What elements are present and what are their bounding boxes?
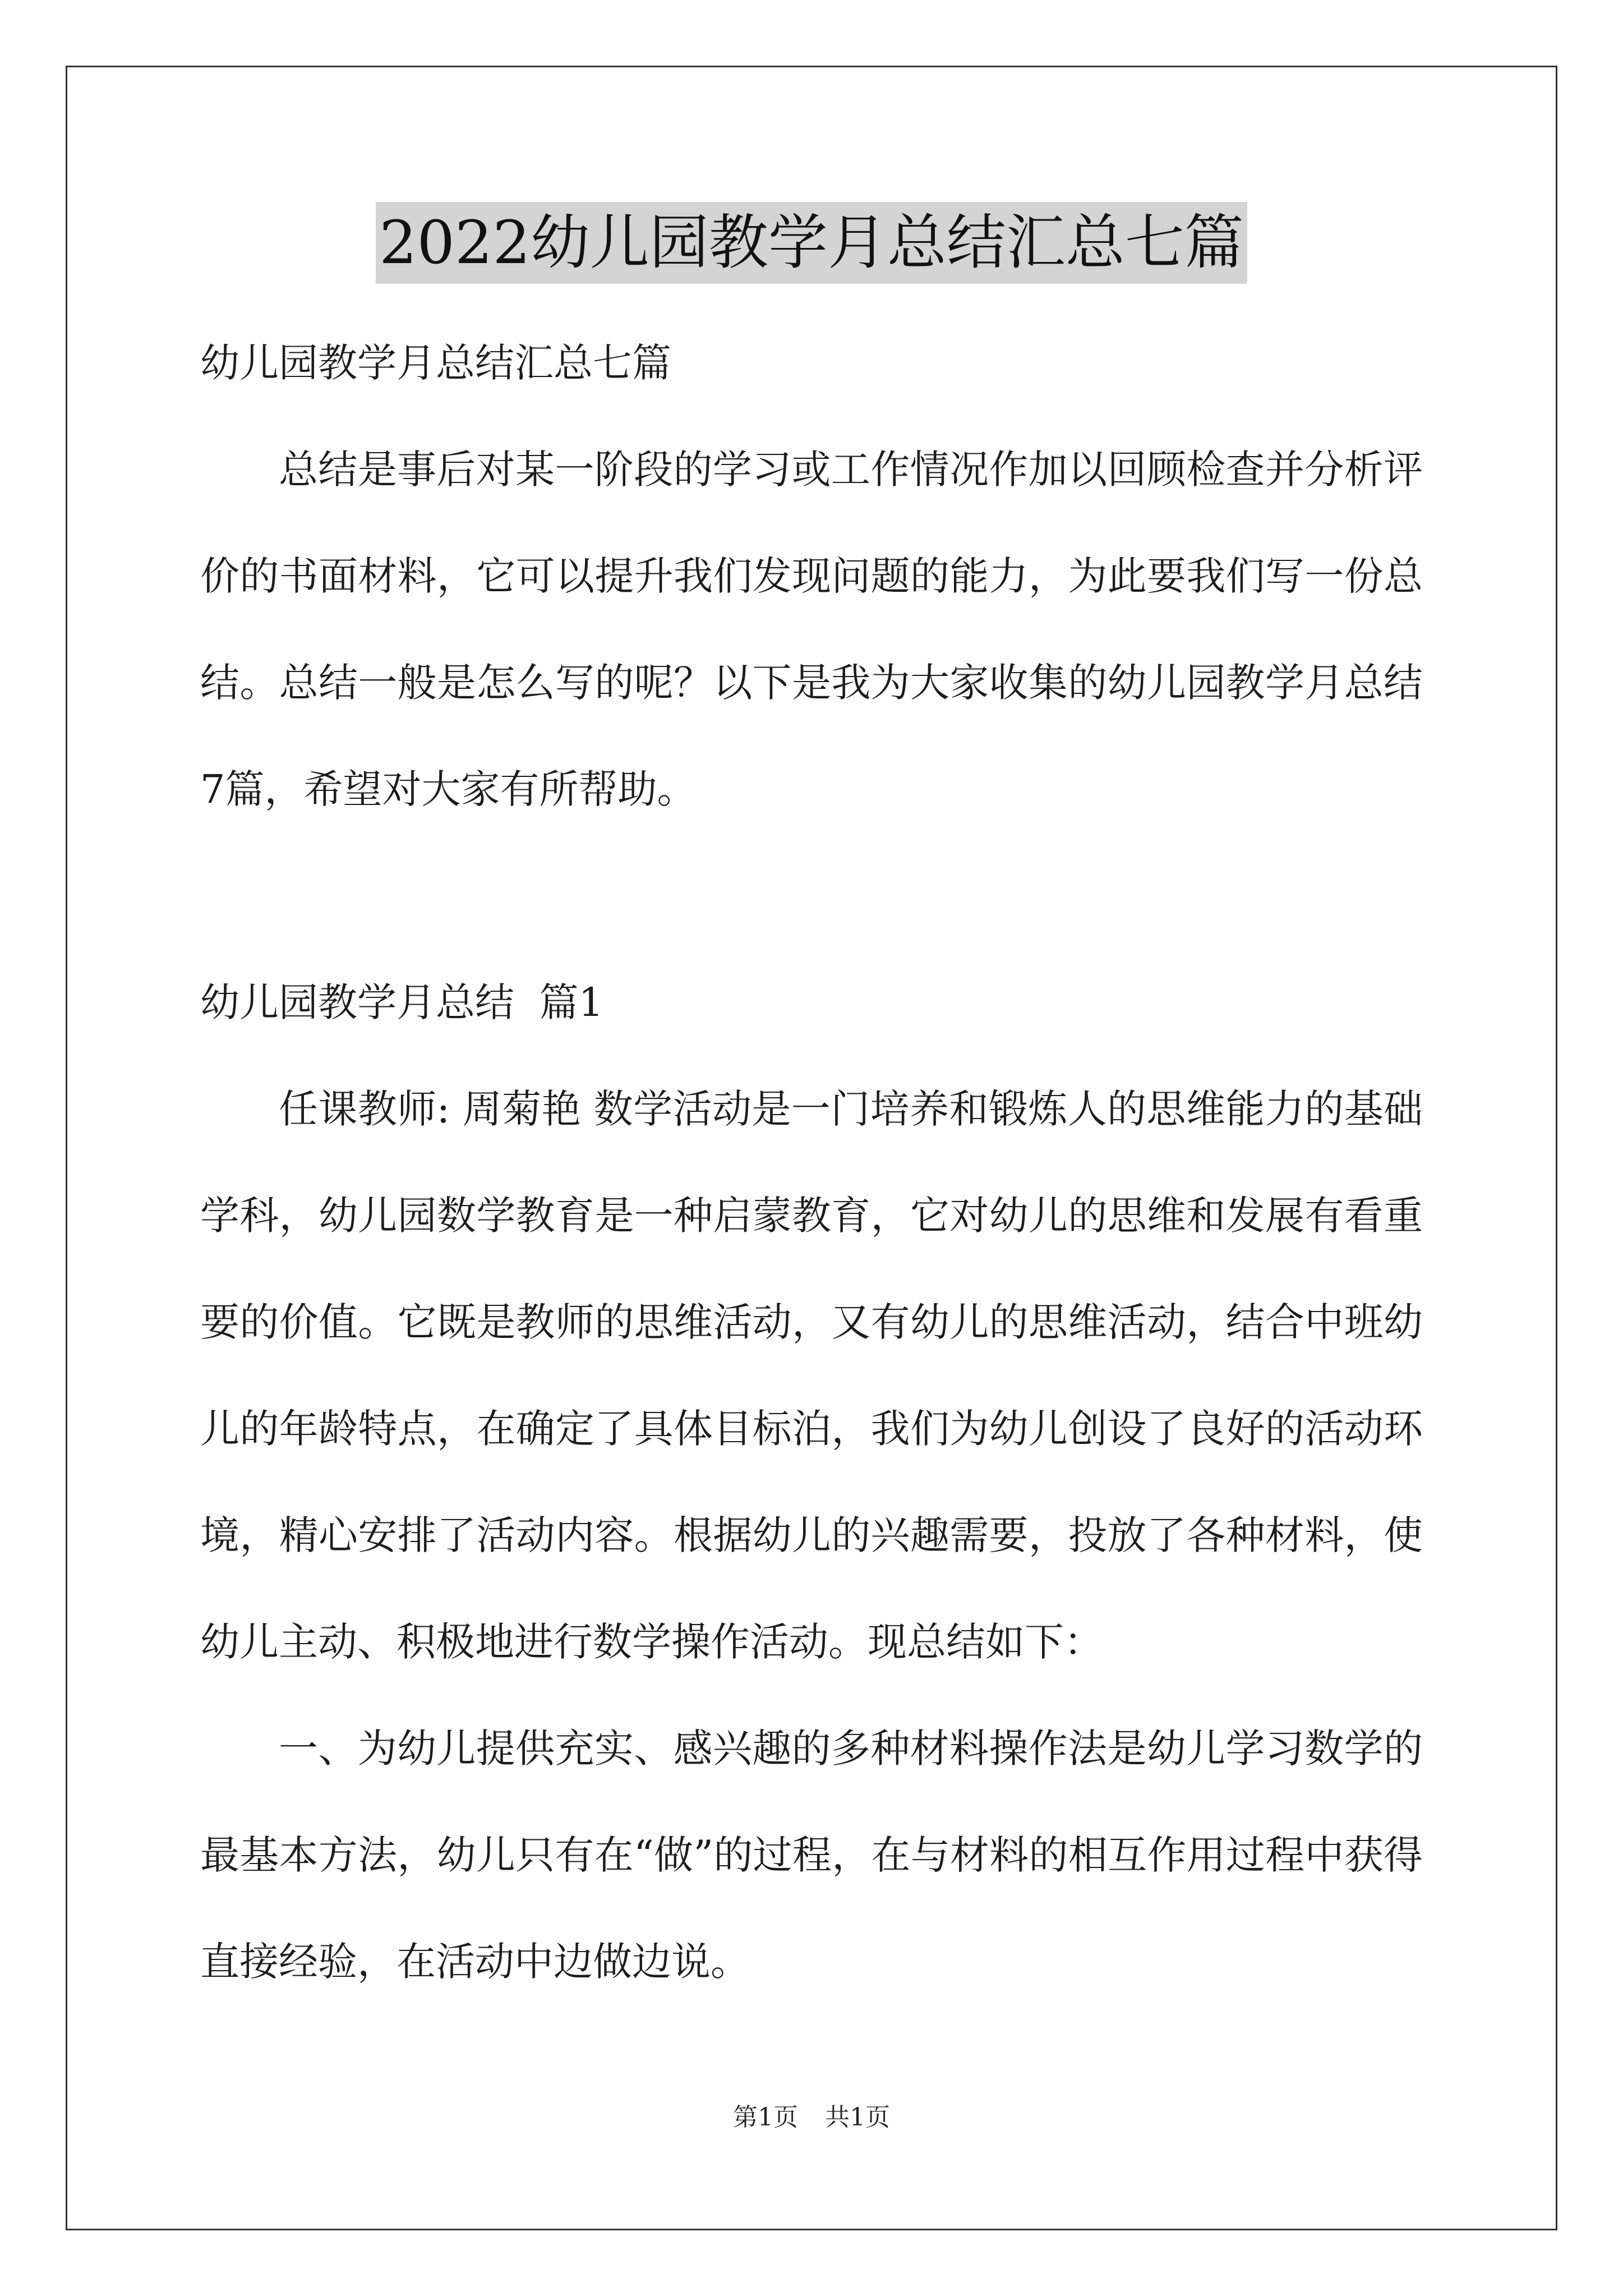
section-paragraph-1: 任课教师: 周菊艳 数学活动是一门培养和锻炼人的思维能力的基础学科，幼儿园数学教育是一种启蒙教育，它对幼儿的思维和发展有看重要的价值。它既是教师的思维活动，又有幼儿的思维活动，结合中班幼儿的年龄特点，在确定了具体目标泊，我们为幼儿创设了良好的活动环境，精心安排了活动内容。根据幼儿的兴趣需要，投放了各种材料，使幼儿主动、积极地进行数学操作活动。现总结如下： [200, 1086, 1423, 1665]
section-heading: 幼儿园教学月总结 篇1 [200, 979, 604, 1025]
document-body [200, 310, 1423, 2015]
document-subtitle: 幼儿园教学月总结汇总七篇 [200, 340, 671, 386]
title-container [0, 202, 1623, 284]
page-number-current: 第1页 [733, 2103, 798, 2132]
document-title: 2022幼儿园教学月总结汇总七篇 [376, 202, 1247, 284]
section-paragraph-2: 一、为幼儿提供充实、感兴趣的多种材料操作法是幼儿学习数学的最基本方法，幼儿只有在“做”的过程，在与材料的相互作用过程中获得直接经验，在活动中边做边说。 [200, 1726, 1423, 1985]
intro-paragraph: 总结是事后对某一阶段的学习或工作情况作加以回顾检查并分析评价的书面材料，它可以提升我们发现问题的能力，为此要我们写一份总结。总结一般是怎么写的呢？以下是我为大家收集的幼儿园教学月总结7篇，希望对大家有所帮助。 [200, 447, 1423, 812]
page-footer [0, 2101, 1623, 2134]
page-number-total: 共1页 [825, 2103, 890, 2132]
